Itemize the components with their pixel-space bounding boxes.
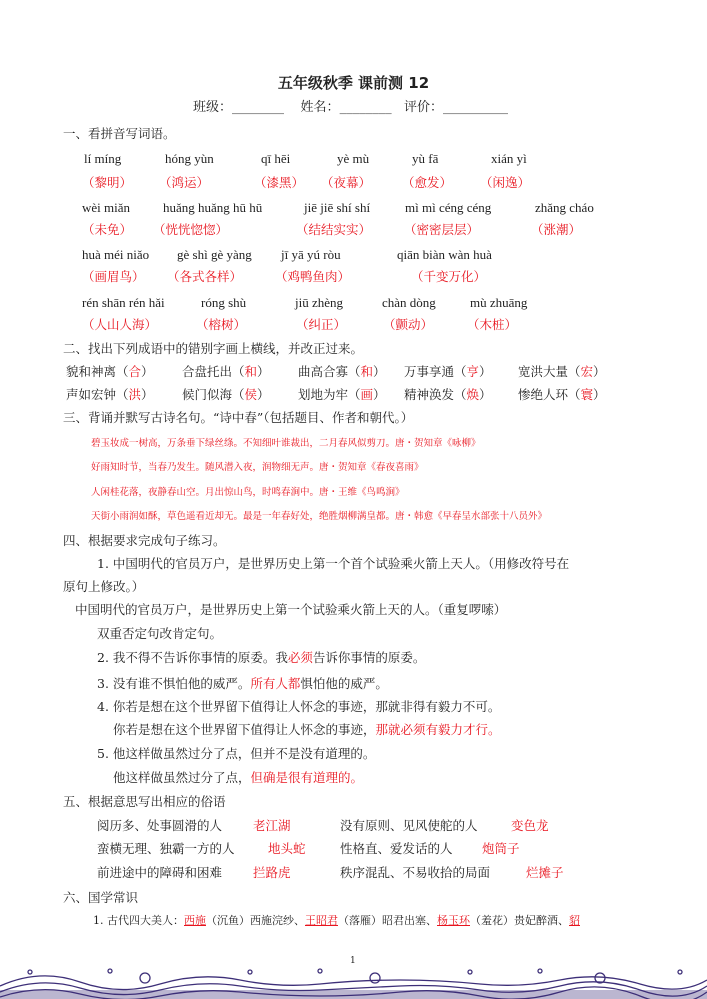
proverb-answer: 变色龙 <box>511 818 549 833</box>
proverb-meaning: 性格直、爱发话的人 <box>340 841 453 856</box>
pinyin-answer: （各式各样） <box>167 269 243 284</box>
pinyin-answer: （闲逸） <box>480 175 531 190</box>
pinyin-answer: （鸿运） <box>159 175 210 190</box>
student-info <box>193 100 508 116</box>
pinyin: mù zhuāng <box>470 295 528 310</box>
pinyin-answer: （恍恍惚惚） <box>153 222 229 237</box>
question-3: 3. 没有谁不惧怕他的威严。所有人都惧怕他的威严。 <box>97 676 388 691</box>
pinyin-answer: （愈发） <box>402 175 453 190</box>
pinyin: lí míng <box>84 151 122 166</box>
pinyin-answer: （漆黑） <box>254 175 305 190</box>
poem-line: 碧玉妆成一树高，万条垂下绿丝绦。不知细叶谁裁出，二月春风似剪刀。唐・贺知章《咏柳》 <box>91 438 481 449</box>
pinyin: róng shù <box>201 295 247 310</box>
question-4-answer: 你若是想在这个世界留下值得让人怀念的事迹，那就必须有毅力才行。 <box>113 722 501 737</box>
correction: 亨 <box>466 364 480 379</box>
proverb-meaning: 秩序混乱、不易收拾的局面 <box>340 865 491 880</box>
poem-line: 好雨知时节，当春乃发生。随风潜入夜，润物细无声。唐・贺知章《春夜喜雨》 <box>91 462 424 473</box>
pinyin-answer: （榕树） <box>196 317 247 332</box>
poem-line: 人闲桂花落，夜静春山空。月出惊山鸟，时鸣春涧中。唐・王维《鸟鸣涧》 <box>91 487 405 498</box>
proverb-meaning: 没有原则、见风使舵的人 <box>340 818 478 833</box>
idiom-item: 惨绝人环（寰） <box>518 387 606 402</box>
pinyin: huǎng huǎng hū hū <box>163 200 263 215</box>
pinyin-answer: （鸡鸭鱼肉） <box>275 269 351 284</box>
pinyin: qī hēi <box>261 151 291 166</box>
name-label: 姓名： <box>300 100 340 115</box>
correction: 寰 <box>580 387 594 402</box>
proverb-meaning: 前进途中的障碍和困难 <box>97 865 223 880</box>
pinyin: chàn dòng <box>382 295 436 310</box>
correction: 和 <box>360 364 374 379</box>
idiom-item: 精神涣发（焕） <box>404 387 492 402</box>
pinyin-answer: （未免） <box>82 222 133 237</box>
question-5: 5. 他这样做虽然过分了点，但并不是没有道理的。 <box>97 746 376 761</box>
answer: 所有人都 <box>250 676 301 691</box>
answer: 必须 <box>287 650 313 665</box>
grade-label: 评价： <box>403 100 443 115</box>
correction: 焕 <box>466 387 480 402</box>
section-6-heading: 六、国学常识 <box>63 890 139 905</box>
answer: 那就必须有毅力才行。 <box>375 722 501 737</box>
idiom-item: 声如宏钟（洪） <box>66 387 154 402</box>
pinyin: zhǎng cháo <box>535 200 594 215</box>
name-field[interactable]: ________ <box>339 100 392 115</box>
question-1: 1. 中国明代的官员万户，是世界历史上第一个首个试验乘火箭上天人。（用修改符号在 <box>97 556 570 571</box>
idiom-item: 宽洪大量（宏） <box>518 364 606 379</box>
correction: 画 <box>360 387 374 402</box>
section-4-heading: 四、根据要求完成句子练习。 <box>63 533 226 548</box>
section-1-heading: 一、看拼音写词语。 <box>63 126 176 141</box>
pinyin-answer: （涨潮） <box>531 222 582 237</box>
section-2-heading: 二、找出下列成语中的错别字画上横线，并改正过来。 <box>63 341 364 356</box>
question-5-answer: 他这样做虽然过分了点，但确是很有道理的。 <box>113 770 364 785</box>
correction: 和 <box>244 364 258 379</box>
section-5-heading: 五、根据意思写出相应的俗语 <box>63 794 226 809</box>
pinyin: mì mì céng céng <box>405 200 492 215</box>
pinyin-answer: （木桩） <box>467 317 518 332</box>
question-1-answer: 中国明代的官员万户，是世界历史上第一个试验乘火箭上天的人。（重复啰嗦） <box>75 602 507 617</box>
question-1-cont: 原句上修改。） <box>63 579 145 594</box>
idiom-item: 貌和神离（合） <box>66 364 154 379</box>
pinyin: jiē jiē shí shí <box>304 200 371 215</box>
pinyin: yè mù <box>337 151 370 166</box>
pinyin: yù fā <box>412 151 439 166</box>
pinyin: jiū zhèng <box>295 295 344 310</box>
pinyin-answer: （纠正） <box>296 317 347 332</box>
pinyin-answer: （千变万化） <box>411 269 487 284</box>
proverb-answer: 拦路虎 <box>253 865 291 880</box>
idiom-item: 候门似海（侯） <box>182 387 270 402</box>
idiom-item: 曲高合寡（和） <box>298 364 386 379</box>
pinyin: wèi miǎn <box>82 200 131 215</box>
correction: 合 <box>128 364 142 379</box>
proverb-meaning: 蛮横无理、独霸一方的人 <box>97 841 235 856</box>
correction: 洪 <box>128 387 142 402</box>
correction: 侯 <box>244 387 258 402</box>
class-label: 班级： <box>193 100 233 115</box>
pinyin: rén shān rén hǎi <box>82 295 165 310</box>
page-number: 1 <box>350 956 356 966</box>
proverb-meaning: 阅历多、处事圆滑的人 <box>97 818 223 833</box>
idiom-item: 合盘托出（和） <box>182 364 270 379</box>
answer: 但确是很有道理的。 <box>250 770 364 785</box>
section-3-heading: 三、背诵并默写古诗名句。“诗中春”（包括题目、作者和朝代。） <box>63 410 414 425</box>
page-title: 五年级秋季 课前测 12 <box>277 74 430 92</box>
culture-line: 1. 古代四大美人：西施（沉鱼）西施浣纱、王昭君（落雁）昭君出塞、杨玉环（羞花）贵妃醉酒、貂 <box>93 914 580 927</box>
subheading: 双重否定句改肯定句。 <box>97 626 223 641</box>
pinyin-answer: （颤动） <box>383 317 434 332</box>
proverb-answer: 烂摊子 <box>526 865 564 880</box>
poem-line: 天街小雨润如酥，草色遥看近却无。最是一年春好处，绝胜烟柳满皇都。唐・韩愈《早春呈水部张十八员外》 <box>91 511 548 522</box>
class-field[interactable]: ________ <box>232 100 285 115</box>
grade-field[interactable]: __________ <box>442 100 508 115</box>
proverb-answer: 老江湖 <box>253 818 291 833</box>
pinyin-answer: （人山人海） <box>82 317 158 332</box>
wave-border-decoration <box>0 966 707 999</box>
pinyin: jī yā yú ròu <box>281 247 341 262</box>
question-4: 4. 你若是想在这个世界留下值得让人怀念的事迹，那就非得有毅力不可。 <box>97 699 501 714</box>
idiom-item: 万事享通（亨） <box>404 364 492 379</box>
pinyin-answer: （夜幕） <box>321 175 372 190</box>
pinyin: hóng yùn <box>165 151 214 166</box>
pinyin: huà méi niǎo <box>82 247 150 262</box>
pinyin: xián yì <box>491 151 527 166</box>
idiom-item: 划地为牢（画） <box>298 387 386 402</box>
question-2: 2. 我不得不告诉你事情的原委。我必须告诉你事情的原委。 <box>97 650 426 665</box>
pinyin-answer: （结结实实） <box>296 222 372 237</box>
pinyin-answer: （画眉鸟） <box>82 269 145 284</box>
proverb-answer: 地头蛇 <box>268 841 306 856</box>
pinyin: gè shì gè yàng <box>177 247 252 262</box>
pinyin-answer: （密密层层） <box>404 222 480 237</box>
proverb-answer: 炮筒子 <box>482 841 520 856</box>
pinyin-answer: （黎明） <box>82 175 133 190</box>
pinyin: qiān biàn wàn huà <box>397 247 492 262</box>
correction: 宏 <box>580 364 594 379</box>
